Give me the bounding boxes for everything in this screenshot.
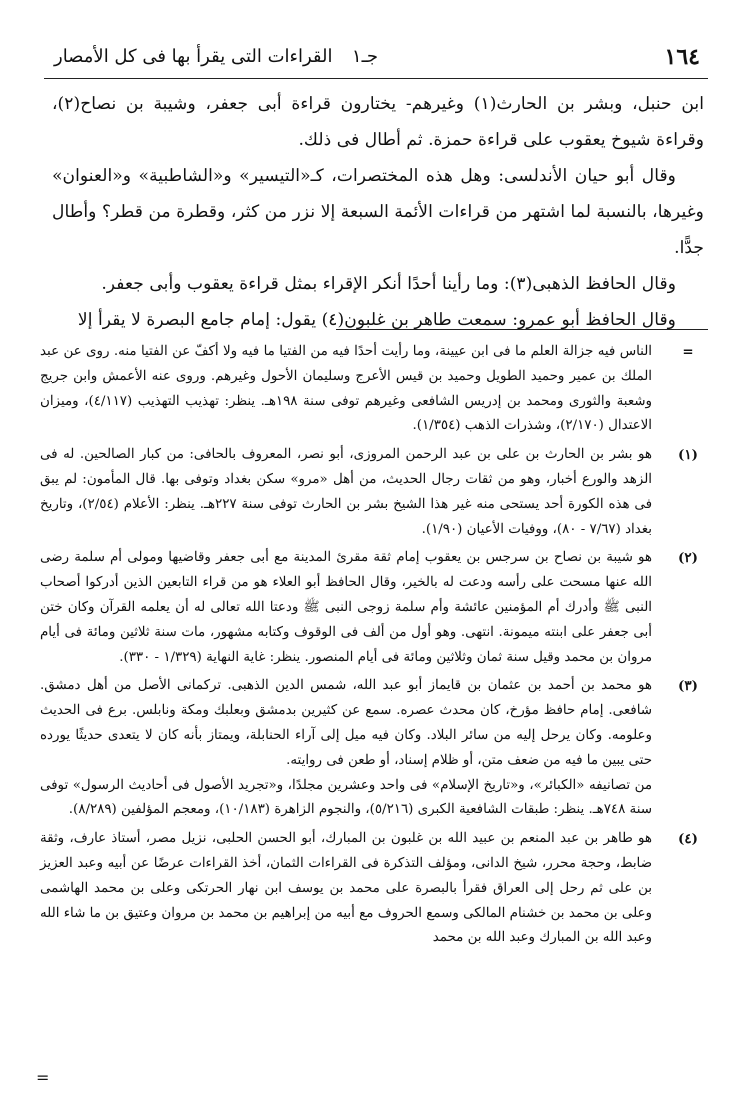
header-rule: [44, 78, 708, 79]
footnotes: [40, 340, 708, 955]
chapter-title: القراءات التى يقرأ بها فى كل الأمصار: [54, 46, 333, 67]
volume-number: جـ١: [351, 46, 378, 67]
footnote-text: هو بشر بن الحارث بن على بن عبد الرحمن المروزى، أبو نصر، المعروف بالحافى: من كبار الصالحين. له فى الزهد والورع أخبار، وهو من ثقات رجال الحديث، من أهل «مرو» سكن بغداد وتوفى بها. قال المأمون: لم يبق فى هذه الكورة أحد يستحى منه غير هذا الشيخ بشر بن الحارث توفى سنة ٢٢٧هـ. ينظر: الأعلام (٢/٥٤)، وتاريخ بغداد (٧/٦٧ - ٨٠)، ووفيات الأعيان (١/٩٠).: [40, 447, 652, 537]
footnote-mark: (٤): [678, 831, 698, 848]
footnote-text: هو محمد بن أحمد بن عثمان بن قايماز أبو عبد الله، شمس الدين الذهبى. تركمانى الأصل من أهل دمشق. شافعى. إمام حافظ مؤرخ، كان محدث عصره. سمع عن كثيرين بدمشق وبعلبك ومكة ونابلس. برع فى الحديث وعلومه. وكان يرحل إليه من سائر البلاد. وكان فيه ميل إلى آراء الحنابلة، ويمتاز بأنه كان لا يتعدى حديثًا يورده حتى يبين ما فيه من ضعف متن، أو ظلام إسناد، أو طعن فى روايته.: [40, 678, 652, 768]
running-header: [44, 40, 708, 76]
footnote-continued: [40, 340, 708, 439]
main-paragraph: ابن حنبل، وبشر بن الحارث(١) وغيرهم- يختارون قراءة أبى جعفر، وشيبة بن نصاح(٢)، وقراءة شيوخ يعقوب على قراءة حمزة. ثم أطال فى ذلك.: [52, 94, 704, 150]
footnote-mark: =: [682, 344, 694, 360]
footnote-mark: (٣): [678, 678, 698, 695]
footnote-mark: (٢): [678, 550, 698, 567]
main-paragraph: وقال الحافظ أبو عمرو: سمعت طاهر بن غلبون(٤) يقول: إمام جامع البصرة لا يقرأ إلا: [77, 310, 676, 330]
main-paragraph: وقال الحافظ الذهبى(٣): وما رأينا أحدًا أنكر الإقراء بمثل قراءة يعقوب وأبى جعفر.: [101, 274, 676, 294]
footnote-text: هو طاهر بن عبد المنعم بن عبيد الله بن غلبون بن المبارك، أبو الحسن الحلبى، نزيل مصر، أستاذ عارف، وثقة ضابط، وحجة محرر، شيخ الدانى، ومؤلف التذكرة فى القراءات الثمان، أخذ القراءات عرضًا عن أبيه وعبد العزيز بن على ثم رحل إلى العراق فقرأ بالبصرة على محمد بن يوسف ابن نهار الحرتكى وعلى بن محمد الهاشمى وعلى بن محمد بن خشنام المالكى وسمع الحروف مع أبيه من إبراهيم بن محمد بن مروان وعتيق بن ما شاء الله وعبد الله بن المبارك وعبد الله بن محمد: [40, 831, 652, 946]
page-number: ١٦٤: [664, 44, 700, 70]
footnote-text: الناس فيه جزالة العلم ما فى ابن عيينة، وما رأيت أحدًا فيه من الفتيا ما فيه ولا أكفّ عن الفتيا منه. روى عن عبد الملك بن عمير وحميد الطويل وحميد بن قيس الأعرج وسليمان الأحول وغيرهم. وروى عنه الأعمش وابن جريج وشعبة والثورى ومحمد بن إدريس الشافعى وغيرهم توفى سنة ١٩٨هـ. ينظر: تهذيب التهذيب (٤/١١٧)، وميزان الاعتدال (٢/١٧٠)، وشذرات الذهب (١/٣٥٤).: [40, 344, 652, 434]
footnote-3: [40, 674, 708, 823]
footnote-1: [40, 443, 708, 542]
footnote-2: [40, 546, 708, 670]
main-paragraph: وقال أبو حيان الأندلسى: وهل هذه المختصرات، كـ«التيسير» و«الشاطبية» و«العنوان» وغيرها، بالنسبة لما اشتهر من قراءات الأئمة السبعة إلا نزر من كثر، وقطرة من قطر؟ وأطال جدًّا.: [52, 166, 704, 258]
footnote-separator: [336, 329, 708, 330]
footnote-4: [40, 827, 708, 951]
footnote-mark: (١): [678, 447, 698, 464]
footnote-text: هو شيبة بن نصاح بن سرجس بن يعقوب إمام ثقة مقرئ المدينة مع أبى جعفر وقاضيها ومولى أم سلمة رضى الله عنها مسحت على رأسه ودعت له بالخير، وقال الحافظ أبو العلاء هو من قراء التابعين الذين أدركوا أصحاب النبى ﷺ وأدرك أم المؤمنين عائشة وأم سلمة زوجى النبى ﷺ ودعتا الله تعالى له أن يعلمه القرآن وكان ختن أبى جعفر على ابنته ميمونة. انتهى. وهو أول من ألف فى الوقوف وكتابه مشهور، مات سنة ثلاثين ومائة فى أيام مروان بن محمد وقيل سنة ثمان وثلاثين ومائة فى أيام المنصور. ينظر: غاية النهاية (١/٣٢٩ - ٣٣٠).: [40, 550, 652, 665]
main-text: [52, 86, 704, 338]
footnote-text: من تصانيفه «الكبائر»، و«تاريخ الإسلام» فى واحد وعشرين مجلدًا، و«تجريد الأصول فى أحاديث الرسول» توفى سنة ٧٤٨هـ. ينظر: طبقات الشافعية الكبرى (٥/٢١٦)، والنجوم الزاهرة (١٠/١٨٣)، ومعجم المؤلفين (٨/٢٨٩).: [40, 777, 652, 818]
continuation-mark: =: [36, 1068, 50, 1087]
